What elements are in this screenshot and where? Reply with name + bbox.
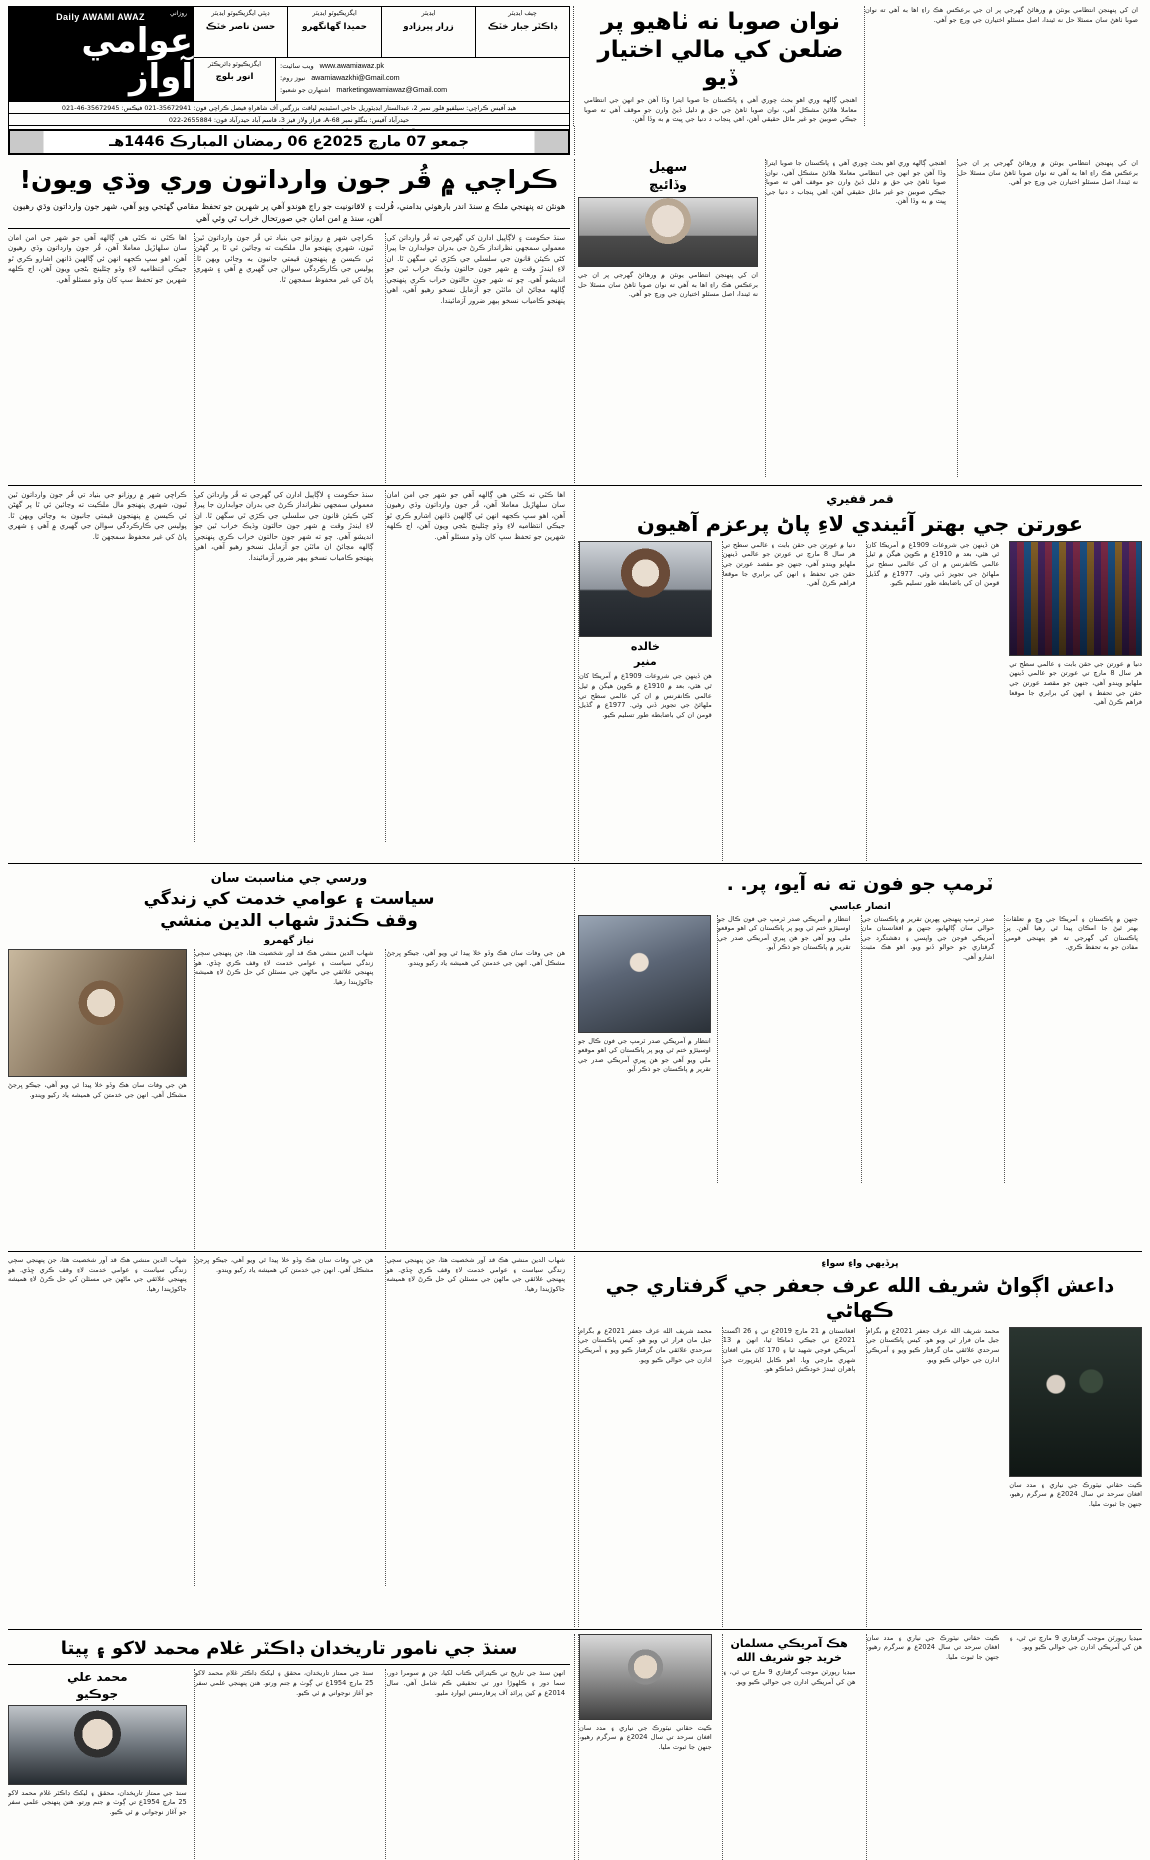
lead-left-intro: اهنجي ڳالهه وري اهو بحث چوري آهي ۽ پاڪستان جا صوبا ايترا وڏا آهن جو انهن جي انتظامي معاملا هلائڻ مشڪل آهي، نوان صوبا ٺاهڻ جي حق ۾ دليل ڏيڻ وارن جو موقف آهي ته صوبا جيڪي صوبين جو غير مائل حقيقي آهن، اهي پنجاب د دنيا جي ڀيٽ ۾ به وڏا آهن. [583, 96, 857, 124]
khalida-byline-surname: منير [634, 654, 657, 668]
muhammad-ali-jokhio-portrait [8, 1705, 187, 1785]
kabul-col-2-text: ڪيت حقاني نيٽورڪ جي نياري ۽ مدد سان افغان سرحد تي سال 2024ع ۾ سرگرم رهيو، جنهن جا ثبوت مليا. [866, 1633, 1000, 1662]
lead-left-p0: اهنجي ڳالهه وري اهو بحث چوري آهي ۽ پاڪستان جا صوبا ايترا وڏا آهن جو انهن جي انتظامي معاملا هلائڻ مشڪل آهي، نوان صوبا ٺاهڻ جي حق ۾ دليل ڏيڻ وارن جو موقف آهي ته صوبا جيڪي صوبين جو غير مائل حقيقي آهن، اهي پنجاب د دنيا جي ڀيٽ ۾ به وڏا آهن. [766, 159, 946, 206]
kabul-col-3 [722, 1634, 860, 1860]
exec-director-name: انور بلوچ [215, 72, 254, 82]
women-col-4-text: هن ڏينهن جي شروعات 1909ع ۾ آمريڪا کان ٿي هئي، بعد ۾ 1910ع ۾ ڪوپن هيگن ۾ ٿيل عالمي ڪانفرنس ۾ ان کي عالمي سطح تي ملهائڻ جي تجويز ڏني وئي. 1977ع ۾ گڏيل قومن ان کي باضابطه طور تسليم ڪيو. [579, 672, 712, 719]
lead-left-article [578, 159, 1142, 483]
trump-col-1: جنهن ۾ پاڪستان ۽ آمريڪا جي وچ ۾ تعلقات بهتر ٿيڻ جا امڪان پيدا ٿي رهيا آهن. پر پاڪستان کي گهرجي ته هو پنهنجي قومي مفادن جو به تحفظ ڪري. [1004, 915, 1142, 1183]
contact-grid [193, 58, 570, 102]
historian-col-2: سنڌ جي ممتاز تاريخدان، محقق ۽ ليکڪ ڊاڪٽر غلام محمد لاکو 25 مارچ 1954ع تي ڳوٺ ۾ جنم ورتو. هنن پنهنجي علمي سفر جو آغاز نوجواني ۾ ئي ڪيو. [194, 1669, 379, 1860]
khalida-munir-portrait [579, 541, 712, 637]
staff-name: حميدا گهانگهرو [302, 22, 367, 32]
niaz-ghamro-byline: نياز گهمرو [264, 935, 314, 947]
newsroom-email-value[interactable]: awamiawazkhi@Gmail.com [311, 73, 400, 82]
shahabuddin-munshi-photo [8, 949, 187, 1077]
women-col-photo-text: دنيا ۾ عورتن جي حقن بابت ۽ عالمي سطح تي هر سال 8 مارچ تي عورتن جو عالمي ڏينهن ملهايو ويندو آهي، جنهن جو مقصد عورتن جي حقن جي تحفظ ۽ انهن کي برابري جا موقعا فراهم ڪرڻ آهي. [1009, 659, 1142, 707]
staff-cell-1 [381, 7, 475, 57]
lead-right-col-3: اها ڪٿي نه ڪٿي هي ڳالهه آهي جو شهر جي امن امان سان سلهاڙيل معاملا آهن، قُر جون وارداتون وڌي رهيون آهن، اهو سڀ ڪجهه انهن ئي ڳالهين ڏانهن اشارو ڪري ٿو جيڪي انتظاميه لاءِ وڏو چئلينج بڻجي ويون آهن، اڄ ڪلهه شهرين جو تحفظ سڀ کان وڏو مسئلو آهي. [8, 232, 187, 284]
women-col-3: دنيا ۾ عورتن جي حقن بابت ۽ عالمي سطح تي هر سال 8 مارچ تي عورتن جو عالمي ڏينهن ملهايو ويندو آهي، جنهن جو مقصد عورتن جي حقن جي تحفظ ۽ انهن کي برابري جا موقعا فراهم ڪرڻ آهي. [722, 541, 860, 861]
women-col-4 [578, 541, 716, 861]
trump-col-photo-text: انتظار ۾ آمريڪي صدر ٽرمپ جي فون ڪال جو اوسيئڙو ختم ٿي ويو پر پاڪستان کي اهو موقعو ملي ويو آهي جو هن ڀيري آمريڪي صدر جي تقرير ۾ پاڪستان جو ذڪر آيو. [578, 1036, 711, 1074]
historian-headline: سنڌ جي نامور تاريخدان ڊاڪٽر غلام محمد لاکو ۽ پيتا [60, 1637, 518, 1659]
staff-role: ڊپٽي ايگزيڪيوٽو ايڊيٽر [211, 9, 270, 17]
kabul-subhead: هڪ آمريڪي مسلمان خريد جو شريف الله [730, 1636, 848, 1665]
website-label: ويب سائيٽ: [280, 62, 314, 70]
qamar-qafiri-byline: قمر قفيري [826, 491, 894, 506]
trump-podium-photo [578, 915, 711, 1033]
waqf-col-1: هن جي وفات سان هڪ وڏو خلا پيدا ٿي ويو آهي، جيڪو ڀرجڻ مشڪل آهي. انهن جي خدمتن کي هميشه ياد رکيو ويندو. [385, 949, 570, 1249]
logo-corner-tag: روزاني [169, 10, 187, 17]
elder-man-photo [579, 1634, 712, 1720]
masthead-divider [570, 6, 578, 126]
women-article [578, 490, 1142, 861]
waqf-col-photo-text: هن جي وفات سان هڪ وڏو خلا پيدا ٿي ويو آهي، جيڪو ڀرجڻ مشڪل آهي. انهن جي خدمتن کي هميشه ياد رکيو ويندو. [8, 1081, 187, 1099]
kabul-col-4 [578, 1634, 716, 1860]
trump-headline: ٽرمپ جو فون ته نه آيو، پر. . [726, 872, 994, 895]
contact-row-website [280, 60, 565, 72]
lead-left-col-a: ان کي پنهنجن انتظامي يونٽن ۾ ورهائڻ گهرجي پر ان جي برعڪس هڪ راءِ اها به آهي ته نوان صوبا ٺاهڻ سان مسئلا حل نه ٿيندا، اصل مسئلو اختيارن جي ورڇ جو آهي. [864, 6, 1142, 126]
muhammad-ali-byline-top: محمد علي [67, 1670, 128, 1685]
exec-director-role: ايگزيڪيوٽو ڊائريڪٽر [208, 60, 261, 68]
staff-name: زرار پيرزادو [403, 22, 454, 32]
daesh-col-4: محمد شريف الله عرف جعفر 2021ع ۾ بگرام جيل مان فرار ٿي ويو هو. کيس پاڪستان جي سرحدي علائقي مان گرفتار ڪيو ويو ۽ آمريڪي ادارن جي حوالي ڪيو ويو. [578, 1327, 716, 1627]
lead-right-kicker: هونئن ته پنهنجي ملڪ ۾ سنڌ اندر بارهوٺي بدامني، قُرلت ۽ لاقانونيت جو راڄ هوندو آهي پر شهرين جو تحفظ مقامي گهٽجي ويو آهي، شهر جون وارداتون وڌي رهيون آهن، سنڌ ۾ امن امان جي صورتحال خراب ٿي وئي آهي [12, 200, 566, 223]
lead-right-article [8, 159, 570, 483]
lead-left-col-1 [957, 159, 1142, 477]
staff-cell-3 [194, 7, 287, 57]
contact-list [276, 58, 569, 101]
logo-english-text: Daily AWAMI AWAZ [56, 12, 145, 23]
waqf-article [8, 868, 570, 1249]
ansar-abbasi-byline: انصار عباسي [829, 900, 891, 912]
daesh-col-photo [1009, 1327, 1142, 1627]
marketing-email-value[interactable]: marketingawamiawaz@Gmail.com [336, 85, 448, 94]
pardesi-byline: پرڏيهي واءِ سواءِ [821, 1258, 899, 1270]
lead-left-headline-block [584, 6, 857, 126]
waqf-cont-col-2: هن جي وفات سان هڪ وڏو خلا پيدا ٿي ويو آهي، جيڪو ڀرجڻ مشڪل آهي. انهن جي خدمتن کي هميشه ياد رکيو ويندو. [194, 1256, 379, 1586]
office-karachi: هيڊ آفيس ڪراچي: سيلفيو فلور نمبر 2، عبدالستار ايڊيٽوريل حاجي اسٽيڊيم لياقت بزرگس آف شاهراهِ فيصل ڪراچي فون: 35672941-021 فيڪس: 35672945-46-021 [9, 102, 569, 114]
staff-cell-0 [475, 7, 569, 57]
waqf-cont-col-3: شهاب الدين منشي هڪ قد آور شخصيت هئا، جن پنهنجي سڄي زندگي سياست ۽ عوامي خدمت لاءِ وقف ڪري ڇڏي. هو پنهنجي علائقي جي ماڻهن جي مسئلن کي حل ڪرڻ لاءِ هميشه جاکوڙيندا رهيا. [8, 1256, 187, 1293]
daesh-col-2: محمد شريف الله عرف جعفر 2021ع ۾ بگرام جيل مان فرار ٿي ويو هو. کيس پاڪستان جي سرحدي علائقي مان گرفتار ڪيو ويو ۽ آمريڪي ادارن جي حوالي ڪيو ويو. [866, 1327, 1004, 1627]
nameplate-area [8, 6, 570, 126]
historian-col-3-text: سنڌ جي ممتاز تاريخدان، محقق ۽ ليکڪ ڊاڪٽر غلام محمد لاکو 25 مارچ 1954ع تي ڳوٺ ۾ جنم ورتو. هنن پنهنجي علمي سفر جو آغاز نوجواني ۾ ئي ڪيو. [8, 1788, 187, 1816]
band-bottom [8, 1634, 1142, 1860]
waqf-headline-a: سياست ۽ عوامي خدمت کي زندگي [143, 888, 435, 909]
marketing-label: اشتهارن جو شعبو: [280, 86, 331, 94]
staff-role: ايگزيڪيوٽو ايڊيٽر [312, 9, 357, 17]
women-col-photo [1009, 541, 1142, 861]
contact-row-newsroom [280, 72, 565, 84]
logo-sindhi-text: عوامي آواز [81, 21, 193, 97]
band-features [8, 490, 1142, 861]
band-daesh-historian [8, 1256, 1142, 1627]
staff-name: حسن ناصر خٽڪ [205, 22, 276, 32]
masthead [8, 6, 1142, 126]
lead-right-cont-col-1: اها ڪٿي نه ڪٿي هي ڳالهه آهي جو شهر جي امن امان سان سلهاڙيل معاملا آهن، قُر جون وارداتون وڌي رهيون آهن، اهو سڀ ڪجهه انهن ئي ڳالهين ڏانهن اشارو ڪري ٿو جيڪي انتظاميه لاءِ وڏو چئلينج بڻجي ويون آهن، اڄ ڪلهه شهرين جو تحفظ سڀ کان وڏو مسئلو آهي. [385, 490, 570, 842]
lead-right-headline: ڪراچي ۾ قُر جون وارداتون وري وڌي ويون! [19, 165, 559, 194]
staff-role: ايڊيٽر [421, 9, 436, 17]
lead-left-headline: نوان صوبا نه ٺاهيو پر ضلعن کي مالي اختيار ڏيو [597, 9, 844, 92]
trump-col-3: انتظار ۾ آمريڪي صدر ٽرمپ جي فون ڪال جو اوسيئڙو ختم ٿي ويو پر پاڪستان کي اهو موقعو ملي ويو آهي جو هن ڀيري آمريڪي صدر جي تقرير ۾ پاڪستان جو ذڪر آيو. [717, 915, 855, 1183]
sohail-byline-bottom: وڏائيچ [649, 177, 687, 193]
waqf-kicker: ورسي جي مناسبت سان [210, 870, 368, 886]
historian-article [8, 1634, 570, 1860]
lead-left-p1b: ان کي پنهنجن انتظامي يونٽن ۾ ورهائڻ گهرجي پر ان جي برعڪس هڪ راءِ اها به آهي ته نوان صوبا ٺاهڻ سان مسئلا حل نه ٿيندا، اصل مسئلو اختيارن جي ورڇ جو آهي. [578, 271, 758, 299]
lead-left-p1: ان کي پنهنجن انتظامي يونٽن ۾ ورهائڻ گهرجي پر ان جي برعڪس هڪ راءِ اها به آهي ته نوان صوبا ٺاهڻ سان مسئلا حل نه ٿيندا، اصل مسئلو اختيارن جي ورڇ جو آهي. [958, 159, 1138, 187]
band-leads [8, 159, 1142, 483]
lead-right-col-1: سنڌ حڪومت ۽ لاڳاپيل ادارن کي گهرجي ته قُر وارداتن کي معمولي سمجهي نظرانداز ڪرڻ جي بدران جوابدارن جا پيرا کڻي ڪيئن قانون جي سلسلي جي ڪڙي ٿي سگهن ٿا. ان لاءِ ايندڙ وقت ۾ شهر جون حالتون وڌيڪ خراب ٿين جو انديشو آهي. چو ته شهر جون حالتون خراب ڪري پنهنجي ڳالهه مڃائڻ ان مائٽن جو آزمايل نسخو رهيو آهي، اهي پنهنجو ڪامياب نسخو ٻيهر ضرور آزمائيندا. [385, 233, 570, 483]
trump-article [578, 868, 1142, 1249]
logo [8, 6, 193, 102]
daesh-headline: داعش اڳواڻ شريف الله عرف جعفر جي گرفتاري جي ڪهاڻي [605, 1274, 1115, 1322]
staff-role: چيف ايڊيٽر [508, 9, 537, 17]
office-hyderabad: حيدرآباد آفيس: بنگلو نمبر 68-A، فراز ولاز فيز 3، قاسم آباد حيدرآباد فون: 2655884-022 [9, 114, 569, 126]
newsroom-label: نيوز روم: [280, 74, 306, 82]
sohail-byline-top: سهيل [648, 160, 688, 175]
women-col-2: هن ڏينهن جي شروعات 1909ع ۾ آمريڪا کان ٿي هئي، بعد ۾ 1910ع ۾ ڪوپن هيگن ۾ ٿيل عالمي ڪانفرنس ۾ ان کي عالمي سطح تي ملهائڻ جي تجويز ڏني وئي. 1977ع ۾ گڏيل قومن ان کي باضابطه طور تسليم ڪيو. [866, 541, 1004, 861]
waqf-headline-b: وقف ڪندڙ شهاب الدين منشي [160, 910, 418, 931]
waqf-col-photo [8, 949, 187, 1249]
date-bar [8, 129, 570, 155]
contact-row-marketing [280, 84, 565, 96]
waqf-cont-col-1: شهاب الدين منشي هڪ قد آور شخصيت هئا، جن پنهنجي سڄي زندگي سياست ۽ عوامي خدمت لاءِ وقف ڪري ڇڏي. هو پنهنجي علائقي جي ماڻهن جي مسئلن کي حل ڪرڻ لاءِ هميشه جاکوڙيندا رهيا. [385, 1256, 570, 1586]
website-value[interactable]: www.awamiawaz.pk [319, 61, 384, 70]
waqf-continuation [8, 1256, 570, 1627]
khalida-byline-name: خالده [630, 639, 660, 653]
lead-right-continuation [8, 490, 570, 861]
lead-right-cont-col-3: ڪراچي شهر ۾ روزانو جي بنياد تي قُر جون وارداتون ٿين ٿيون، شهري پنهنجو مال ملڪيت ته وڃائين ئي ٿا پر گهڻن ئي ڪيسن ۾ پنهنجون قيمتي جانيون به وڃائي ويهن ٿا. پوليس جي ڪارڪردگي سوالن جي گهيري ۾ آهي ۽ شهري پاڻ کي غير محفوظ سمجهن ٿا. [8, 489, 187, 541]
date-text: جمعو 07 مارچ 2025ع 06 رمضان المبارڪ 1446هـ [109, 134, 469, 150]
kabul-col-4-text: ڪيت حقاني نيٽورڪ جي نياري ۽ مدد سان افغان سرحد تي سال 2024ع ۾ سرگرم رهيو، جنهن جا ثبوت مليا. [579, 1723, 712, 1752]
band-trump-waqf [8, 868, 1142, 1249]
sohail-waraich-portrait [578, 197, 758, 267]
staff-name: ڊاڪٽر جبار خٽڪ [487, 22, 558, 32]
arrest-raid-photo [1009, 1327, 1142, 1477]
staff-grid [193, 6, 570, 58]
lead-right-col-2: ڪراچي شهر ۾ روزانو جي بنياد تي قُر جون وارداتون ٿين ٿيون، شهري پنهنجو مال ملڪيت ته وڃائين ئي ٿا پر گهڻن ئي ڪيسن ۾ پنهنجون قيمتي جانيون به وڃائي ويهن ٿا. پوليس جي ڪارڪردگي سوالن جي گهيري ۾ آهي ۽ شهري پاڻ کي غير محفوظ سمجهن ٿا. [194, 233, 379, 483]
kabul-col-1 [1009, 1634, 1142, 1860]
women-headline: عورتن جي بهتر آئيندي لاءِ پاڻ پرعزم آهيون [636, 511, 1084, 536]
kabul-article [578, 1634, 1142, 1860]
lead-right-cont-col-2: سنڌ حڪومت ۽ لاڳاپيل ادارن کي گهرجي ته قُر وارداتن کي معمولي سمجهي نظرانداز ڪرڻ جي بدران جوابدارن جا پيرا کڻي ڪيئن قانون جي سلسلي جي ڪڙي ٿي سگهن ٿا. ان لاءِ ايندڙ وقت ۾ شهر جون حالتون وڌيڪ خراب ٿين جو انديشو آهي. چو ته شهر جون حالتون خراب ڪري پنهنجي ڳالهه مڃائڻ ان مائٽن جو آزمايل نسخو رهيو آهي، اهي پنهنجو ڪامياب نسخو ٻيهر ضرور آزمائيندا. [194, 490, 379, 842]
staff-cell-2 [287, 7, 381, 57]
crowd-rally-photo [1009, 541, 1142, 656]
trump-col-2: صدر ٽرمپ پنهنجي پهرين تقرير ۾ پاڪستان جي حوالي سان ڳالهايو، جنهن ۾ افغانستان مان آمريڪي فوجن جي واپسي ۽ دهشتگرد جي گرفتاري جو حوالو ڏنو ويو. اهو هڪ مثبت اشارو آهي. [861, 915, 999, 1183]
waqf-col-2: شهاب الدين منشي هڪ قد آور شخصيت هئا، جن پنهنجي سڄي زندگي سياست ۽ عوامي خدمت لاءِ وقف ڪري ڇڏي. هو پنهنجي علائقي جي ماڻهن جي مسئلن کي حل ڪرڻ لاءِ هميشه جاکوڙيندا رهيا. [194, 949, 379, 1249]
exec-director-cell [194, 58, 276, 101]
historian-col-1: انهن سنڌ جي تاريخ تي ڪيترائي ڪتاب لکيا، جن ۾ سومرا دور، سما دور ۽ ڪلهوڙا دور تي تحقيقي ڪم شامل آهي. سال 2014ع ۾ کين پرائڊ آف پرفارمنس ايوارڊ مليو. [385, 1669, 570, 1860]
kabul-col-1-text: ميڊيا رپورٽن موجب گرفتاري 9 مارچ تي ٿي، ۽ هن کي آمريڪي ادارن جي حوالي ڪيو ويو. [1009, 1633, 1142, 1652]
lead-left-col-3 [578, 159, 758, 477]
kabul-col-2 [866, 1634, 1004, 1860]
daesh-col-photo-text: ڪيت حقاني نيٽورڪ جي نياري ۽ مدد سان افغان سرحد تي سال 2024ع ۾ سرگرم رهيو، جنهن جا ثبوت مليا. [1009, 1480, 1142, 1509]
trump-col-photo [578, 915, 711, 1183]
daesh-article [578, 1256, 1142, 1627]
lead-left-col-2 [765, 159, 950, 477]
daesh-col-3: افغانستان ۾ 21 مارچ 2019ع تي ۽ 26 اگسٽ 2021ع تي جيڪي ڌماڪا ٿيا، انهن ۾ 13 آمريڪي فوجي شهيد ٿيا ۽ 170 کان مٿي افغان شهري مارجي ويا. اهو ڪابل ايئرپورٽ جي ٻاهران ٿيندڙ خودڪش ڌماڪو هو. [722, 1327, 860, 1627]
kabul-col-3-text: ميڊيا رپورٽن موجب گرفتاري 9 مارچ تي ٿي، ۽ هن کي آمريڪي ادارن جي حوالي ڪيو ويو. [722, 1668, 856, 1687]
historian-col-3 [8, 1669, 187, 1860]
masthead-left-overflow [578, 6, 1142, 126]
muhammad-ali-byline-bottom: جوڪيو [76, 1686, 119, 1701]
